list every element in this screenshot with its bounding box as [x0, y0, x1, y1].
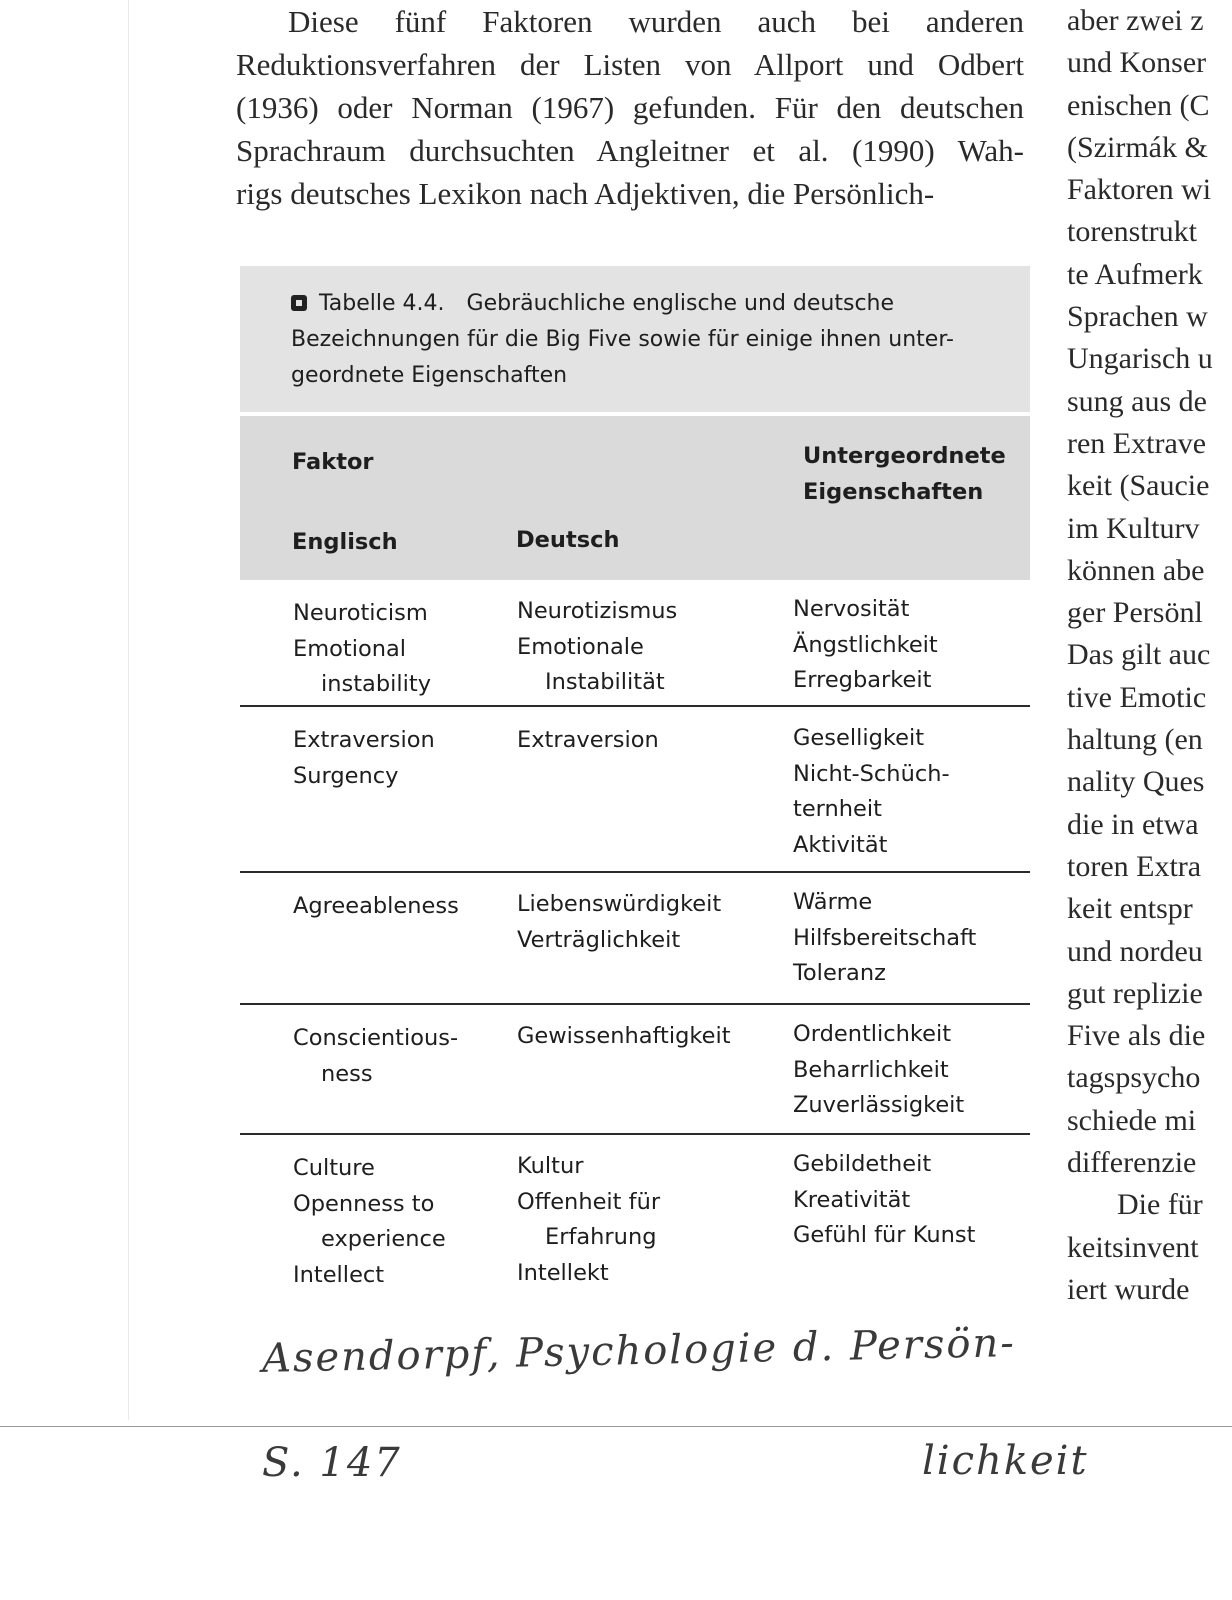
- cell-deutsch: [517, 887, 721, 958]
- cell-line: Erfahrung: [545, 1224, 657, 1250]
- cell-line: Ordentlichkeit: [793, 1021, 952, 1047]
- header-line: Eigenschaften: [803, 479, 984, 505]
- body-text-left: [236, 0, 1024, 215]
- cell-englisch: [293, 1151, 446, 1293]
- cell-englisch: [293, 723, 435, 794]
- header-deutsch: Deutsch: [516, 527, 620, 553]
- cell-line: Verträglichkeit: [517, 926, 681, 953]
- body-line: enischen (C: [1067, 88, 1210, 122]
- body-line: differenzie: [1067, 1146, 1197, 1180]
- body-line: und Konser: [1067, 46, 1207, 80]
- cell-line: Aktivität: [793, 831, 888, 858]
- table-caption: [240, 266, 1030, 412]
- cell-line: Beharrlichkeit: [793, 1056, 949, 1083]
- cell-eigenschaften: [793, 885, 976, 992]
- body-line: haltung (en: [1067, 723, 1203, 757]
- cell-line: Gebildetheit: [793, 1151, 932, 1177]
- handwritten-page: S. 147: [262, 1440, 402, 1486]
- body-line: (1936) oder Norman (1967) gefunden. Für den deutschen: [236, 90, 1024, 125]
- body-line: und nordeu: [1067, 934, 1203, 968]
- cell-line: Ängstlichkeit: [793, 631, 938, 658]
- body-line: im Kulturv: [1067, 511, 1200, 545]
- header-untergeordnete: [803, 438, 1006, 510]
- body-line: können abe: [1067, 553, 1205, 587]
- body-line: iert wurde: [1067, 1272, 1190, 1306]
- cell-line: Liebenswürdigkeit: [517, 891, 722, 917]
- body-line: Sprachen w: [1067, 300, 1208, 334]
- header-line: Untergeordnete: [803, 443, 1006, 469]
- cell-line: Neuroticism: [293, 600, 428, 626]
- cell-line: Gewissenhaftigkeit: [517, 1023, 731, 1049]
- cell-line: Kreativität: [793, 1186, 911, 1213]
- cell-line: Hilfsbereitschaft: [793, 924, 977, 951]
- body-line: toren Extra: [1067, 849, 1202, 883]
- cell-deutsch: [517, 1149, 660, 1291]
- body-line: Faktoren wi: [1067, 173, 1212, 207]
- caption-line: geordnete Eigenschaften: [291, 363, 568, 388]
- body-line: Die für: [1117, 1188, 1203, 1222]
- cell-line: experience: [321, 1226, 446, 1252]
- cell-line: Agreeableness: [293, 893, 459, 919]
- body-line: Sprachraum durchsuchten Angleitner et al. (1990) Wah-: [236, 133, 1024, 168]
- cell-eigenschaften: [793, 592, 938, 699]
- cell-deutsch: [517, 594, 677, 701]
- handwritten-citation: Asendorpf, Psychologie d. Persön-: [261, 1320, 1017, 1382]
- table-row: [240, 707, 1030, 873]
- cell-line: Gefühl für Kunst: [793, 1222, 976, 1248]
- cell-line: Zuverlässigkeit: [793, 1092, 965, 1118]
- body-line: Diese fünf Faktoren wurden auch bei anderen: [288, 4, 1024, 39]
- body-line: tive Emotic: [1067, 680, 1207, 714]
- header-englisch: Englisch: [292, 529, 398, 555]
- body-line: sung aus de: [1067, 384, 1207, 418]
- table-row: [240, 1005, 1030, 1135]
- body-line: (Szirmák &: [1067, 130, 1208, 164]
- cell-line: ness: [321, 1060, 373, 1087]
- body-line: te Aufmerk: [1067, 257, 1203, 291]
- caption-line: Bezeichnungen für die Big Five sowie für einige ihnen unter-: [291, 327, 954, 352]
- cell-line: ternheit: [793, 796, 882, 822]
- header-faktor: Faktor: [292, 449, 374, 475]
- cell-line: Extraversion: [293, 727, 435, 753]
- cell-line: Neurotizismus: [517, 598, 678, 624]
- body-line: keit entspr: [1067, 892, 1193, 926]
- cell-line: Intellekt: [517, 1259, 609, 1286]
- body-line: ren Extrave: [1067, 426, 1207, 460]
- body-line: ger Persönl: [1067, 596, 1203, 630]
- cell-englisch: [293, 1021, 458, 1092]
- body-line: nality Ques: [1067, 765, 1205, 799]
- scan-margin-line: [128, 0, 129, 1420]
- cell-deutsch: [517, 723, 659, 759]
- body-line: die in etwa: [1067, 807, 1199, 841]
- cell-line: Nervosität: [793, 596, 910, 622]
- table-header: [240, 416, 1030, 580]
- cell-line: Erregbarkeit: [793, 667, 932, 693]
- body-line: aber zwei z: [1067, 4, 1204, 37]
- body-line: rigs deutsches Lexikon nach Adjektiven, die Persönlich-: [236, 176, 935, 211]
- body-line: tagspsycho: [1067, 1061, 1201, 1095]
- cell-line: Surgency: [293, 762, 399, 789]
- big-five-table: [240, 266, 1030, 1300]
- body-line: gut replizie: [1067, 976, 1203, 1010]
- table-row: [240, 1135, 1030, 1300]
- body-line: schiede mi: [1067, 1103, 1197, 1137]
- cell-line: Nicht-Schüch-: [793, 760, 950, 787]
- cell-eigenschaften: [793, 1147, 975, 1254]
- cell-line: Conscientious-: [293, 1025, 459, 1051]
- handwritten-continuation: lichkeit: [922, 1438, 1089, 1484]
- cell-line: Emotionale: [517, 633, 644, 660]
- body-line: Five als die: [1067, 1019, 1206, 1053]
- body-line: Das gilt auc: [1067, 638, 1211, 672]
- cell-englisch: [293, 889, 459, 925]
- cell-line: Geselligkeit: [793, 725, 925, 751]
- body-line: Reduktionsverfahren der Listen von Allport und Odbert: [236, 47, 1024, 82]
- cell-line: Intellect: [293, 1261, 385, 1288]
- cell-deutsch: [517, 1019, 731, 1055]
- body-line: torenstrukt: [1067, 215, 1197, 249]
- body-line: keit (Saucie: [1067, 469, 1210, 503]
- table-row: [240, 580, 1030, 707]
- cell-eigenschaften: [793, 1017, 964, 1124]
- cell-line: Instabilität: [545, 669, 665, 695]
- cell-line: Culture: [293, 1155, 375, 1181]
- cell-line: Toleranz: [793, 960, 886, 986]
- body-line: Ungarisch u: [1067, 342, 1213, 376]
- table-number: Tabelle 4.4.: [319, 291, 445, 316]
- cell-line: Offenheit für: [517, 1188, 661, 1215]
- cell-line: Emotional: [293, 635, 407, 662]
- page-edge-line: [0, 1426, 1232, 1427]
- caption-line: Gebräuchliche englische und deutsche: [466, 291, 895, 316]
- cell-line: Kultur: [517, 1153, 584, 1179]
- cell-line: instability: [321, 671, 432, 697]
- cell-line: Openness to: [293, 1190, 435, 1217]
- table-marker-icon: [291, 295, 307, 311]
- cell-line: Wärme: [793, 889, 873, 915]
- table-row: [240, 873, 1030, 1005]
- body-line: keitsinvent: [1067, 1230, 1199, 1264]
- cell-line: Extraversion: [517, 727, 659, 753]
- body-text-right-cut: [1067, 0, 1232, 1320]
- cell-eigenschaften: [793, 721, 950, 863]
- cell-englisch: [293, 596, 431, 703]
